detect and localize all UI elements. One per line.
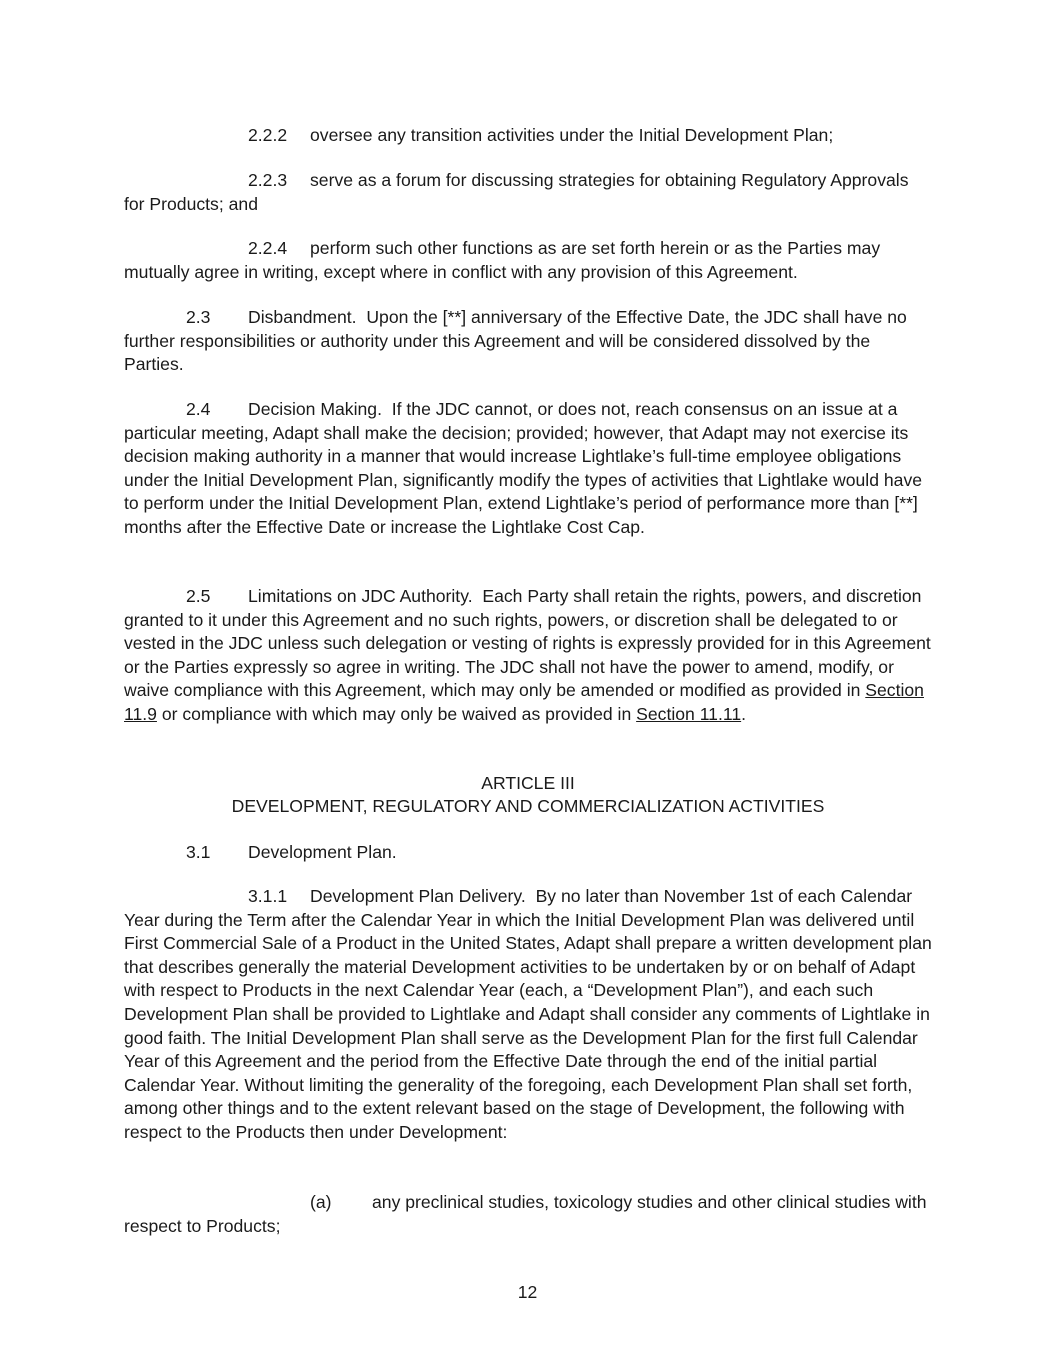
section-3-1 bbox=[124, 841, 932, 865]
section-a bbox=[124, 1191, 932, 1238]
section-heading: Disbandment. bbox=[248, 307, 357, 327]
article-title: ARTICLE III bbox=[481, 773, 575, 793]
section-heading: Development Plan. bbox=[248, 842, 397, 862]
section-number: 3.1.1 bbox=[248, 886, 288, 906]
article-subtitle: DEVELOPMENT, REGULATORY AND COMMERCIALIZATION ACTIVITIES bbox=[231, 796, 825, 816]
section-number: 2.2.3 bbox=[248, 170, 288, 190]
section-3-1-1 bbox=[124, 885, 932, 1145]
section-number: 2.5 bbox=[186, 586, 211, 606]
section-reference-link[interactable]: Section 11.9 bbox=[124, 680, 924, 724]
section-text: or compliance with which may only be waived as provided in bbox=[161, 703, 632, 724]
section-heading: Development Plan Delivery. bbox=[310, 886, 526, 906]
section-text: perform such other functions as are set forth herein or as the Parties may mutually agree in writing, except where in conflict with any provision of this Agreement. bbox=[124, 238, 881, 282]
section-number: 2.2.2 bbox=[248, 125, 288, 145]
section-text: If the JDC cannot, or does not, reach consensus on an issue at a particular meeting, Adapt shall make the decision; provided; however, that Adapt may not exercise its decision making authority in a manner that would increase Lightlake’s full-time employee obligations under the Initial Development Plan, significantly modify the types of activities that Lightlake would have to perform under the Initial Development Plan, extend Lightlake’s period of performance more than [**] months after the Effective Date or increase the Lightlake Cost Cap. bbox=[124, 399, 923, 537]
page-number: 12 bbox=[517, 1282, 538, 1302]
section-text: Upon the [**] anniversary of the Effective Date, the JDC shall have no further responsibilities or authority under this Agreement and will be considered dissolved by the Parties. bbox=[124, 307, 907, 375]
section-text: any preclinical studies, toxicology studies and other clinical studies with respect to Products; bbox=[124, 1192, 927, 1236]
section-2-5 bbox=[124, 585, 932, 727]
section-2-2-2 bbox=[124, 124, 932, 148]
section-reference-link[interactable]: Section 11.11 bbox=[636, 703, 742, 724]
section-number: 2.2.4 bbox=[248, 238, 288, 258]
section-text: serve as a forum for discussing strategies for obtaining Regulatory Approvals for Products; and bbox=[124, 170, 909, 214]
section-2-2-4 bbox=[124, 237, 932, 284]
section-text: By no later than November 1st of each Calendar Year during the Term after the Calendar Year in which the Initial Development Plan was delivered until First Commercial Sale of a Product in the United States, Adapt shall prepare a written development plan that describes generally the material Development activities to be undertaken by or on behalf of Adapt with respect to Products in the next Calendar Year (each, a “Development Plan”), and each such Development Plan shall be provided to Lightlake and Adapt shall consider any comments of Lightlake in good faith. The Initial Development Plan shall serve as the Development Plan for the first full Calendar Year of this Agreement and the period from the Effective Date through the end of the initial partial Calendar Year. Without limiting the generality of the foregoing, each Development Plan shall set forth, among other things and to the extent relevant based on the stage of Development, the following with respect to the Products then under Development: bbox=[124, 886, 932, 1142]
section-number: 2.4 bbox=[186, 399, 211, 419]
section-number: 3.1 bbox=[186, 842, 211, 862]
section-number: (a) bbox=[310, 1192, 332, 1212]
section-text: Each Party shall retain the rights, powers, and discretion granted to it under this Agreement and no such rights, powers, or discretion shall be delegated to or vested in the JDC unless such delegation or vesting of rights is expressly provided for in this Agreement or the Parties expressly so agree in writing. The JDC shall not have the power to amend, modify, or waive compliance with this Agreement, which may only be amended or modified as provided in bbox=[124, 586, 931, 701]
section-2-2-3 bbox=[124, 169, 932, 216]
section-2-3 bbox=[124, 306, 932, 377]
section-text: oversee any transition activities under the Initial Development Plan; bbox=[310, 125, 834, 145]
section-heading: Decision Making. bbox=[248, 399, 382, 419]
section-heading: Limitations on JDC Authority. bbox=[248, 586, 473, 606]
section-2-4 bbox=[124, 398, 932, 540]
section-text: . bbox=[741, 703, 747, 724]
section-number: 2.3 bbox=[186, 307, 211, 327]
